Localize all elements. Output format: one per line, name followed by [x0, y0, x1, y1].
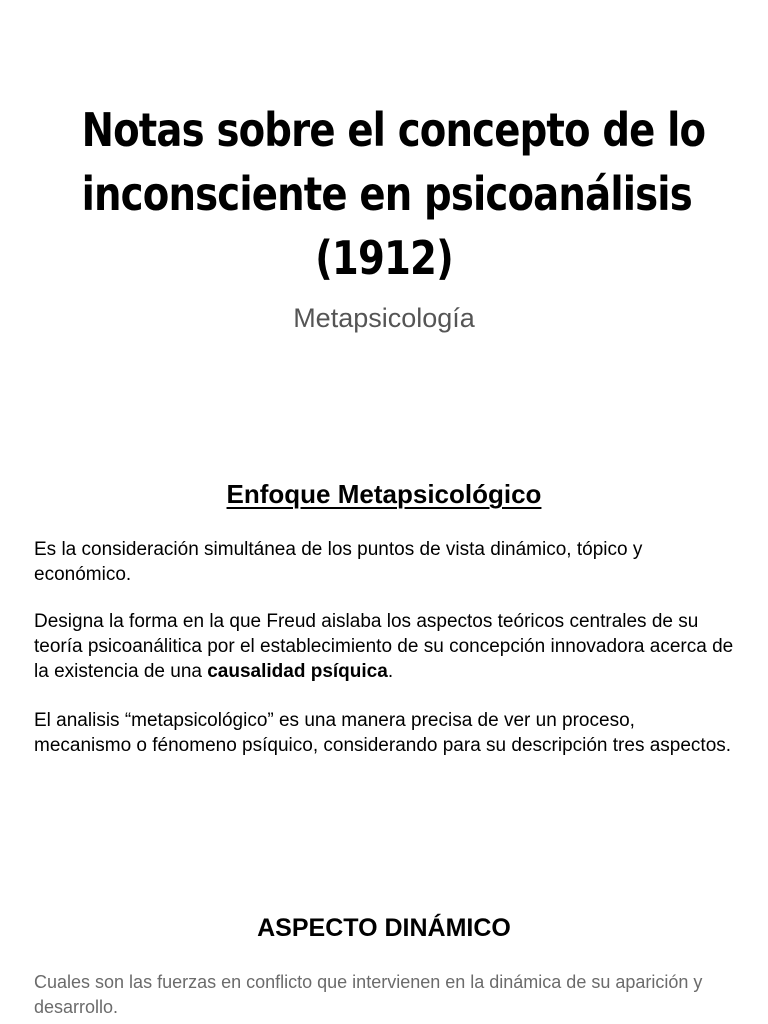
- paragraph-2-text-after: .: [387, 661, 394, 682]
- title-line-3: (1912): [315, 231, 453, 285]
- aspect-heading: ASPECTO DINÁMICO: [257, 914, 511, 942]
- paragraph-2: [34, 609, 734, 684]
- aspect-description: Cuales son las fuerzas en conflicto que intervienen en la dinámica de su aparición y desarrollo.: [34, 972, 703, 1017]
- title-line-2: inconsciente en psicoanálisis: [81, 167, 692, 221]
- paragraph-1: Es la consideración simultánea de los puntos de vista dinámico, tópico y económico.: [34, 539, 643, 585]
- document-title: [81, 98, 706, 290]
- paragraph-3: El analisis “metapsicológico” es una manera precisa de ver un proceso, mecanismo o fénomeno psíquico, considerando para su descripción tres aspectos.: [34, 710, 732, 756]
- section-heading: Enfoque Metapsicológico: [226, 479, 542, 509]
- title-line-1: Notas sobre el concepto de lo: [81, 103, 706, 157]
- paragraph-2-bold-term: causalidad psíquica: [207, 661, 388, 682]
- document-subtitle: Metapsicología: [293, 303, 475, 333]
- paragraph-2-text-before: Designa la forma en la que Freud aislaba los aspectos teóricos centrales de su teoría psicoanálitica por el establecimiento de su concepción innovadora acerca de la existencia de una: [34, 611, 734, 682]
